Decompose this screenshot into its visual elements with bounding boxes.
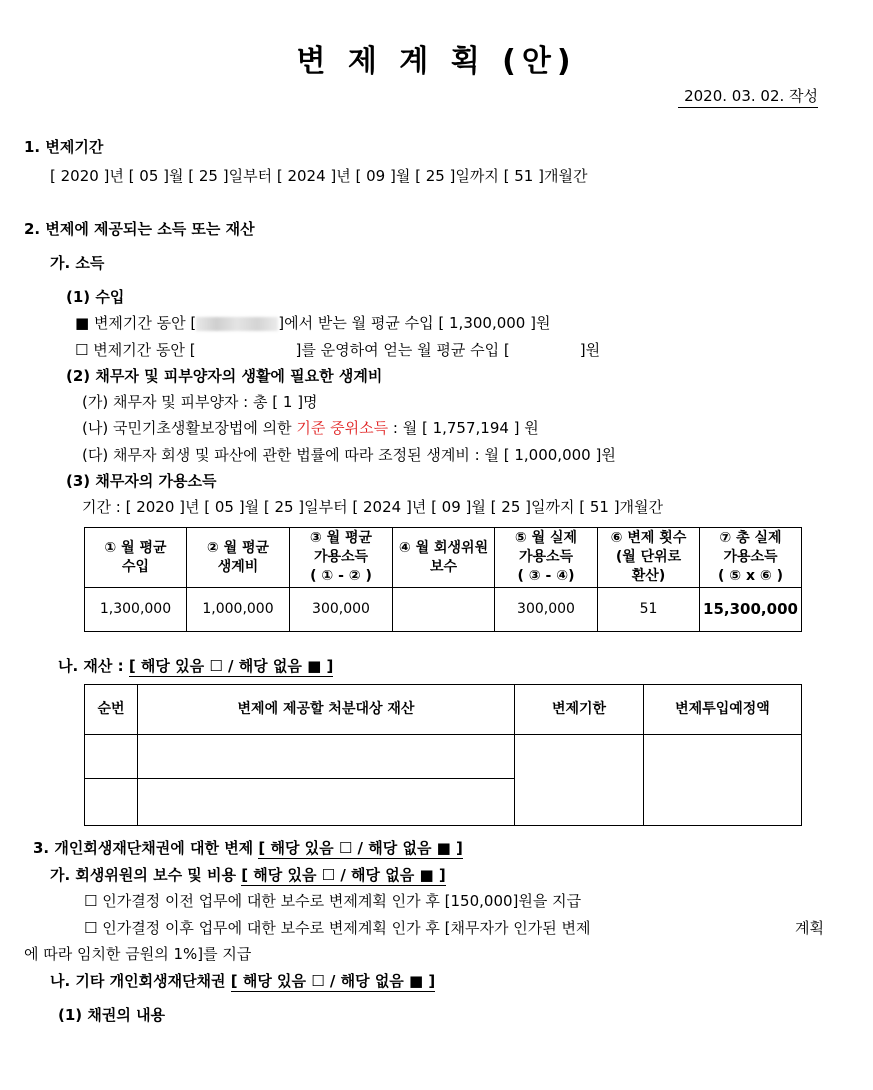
table-row [85,588,802,632]
median-income-term: 기준 중위소득 [296,419,389,437]
empty-cell [85,735,138,779]
empty-cell [644,735,802,826]
header-deadline: 변제기한 [515,685,644,735]
header-monthly-disposable: ③ 월 평균 가용소득 ( ① - ② ) [290,528,393,588]
disposable-income-period: 기간 : [ 2020 ]년 [ 05 ]월 [ 25 ]일부터 [ 2024 ]년 [ 09 ]월 [ 25 ]일까지 [ 51 ]개월간 [82,498,664,516]
section-3-heading [33,837,463,858]
claim-content-heading: (1) 채권의 내용 [58,1006,166,1024]
disposable-income-table [84,527,802,632]
revenue-line-1-pre: ■ 변제기간 동안 [ [75,314,197,332]
header-monthly-income: ① 월 평균 수입 [85,528,187,588]
header-repayment-count: ⑥ 변제 횟수 (월 단위로 환산) [598,528,700,588]
property-line [58,655,333,676]
property-label: 나. 재산 : [58,657,129,675]
property-status: [ 해당 있음 ☐ / 해당 없음 ■ ] [128,657,334,675]
revenue-line-1-post: ]에서 받는 월 평균 수입 [ 1,300,000 ]원 [278,314,551,332]
trustee-fee-title: 가. 회생위원의 보수 및 비용 [50,866,242,884]
trustee-fee-heading [50,864,446,885]
empty-cell [515,735,644,826]
header-monthly-living-cost: ② 월 평균 생계비 [187,528,290,588]
section-3-status: [ 해당 있음 ☐ / 해당 없음 ■ ] [258,839,463,857]
median-income-pre: (나) 국민기초생활보장법에 의한 [82,419,297,437]
income-subheading: 가. 소득 [50,254,105,272]
other-claims-status: [ 해당 있음 ☐ / 해당 없음 ■ ] [230,972,436,990]
repayment-period: [ 2020 ]년 [ 05 ]월 [ 25 ]일부터 [ 2024 ]년 [ 09 ]월 [ 25 ]일까지 [ 51 ]개월간 [50,167,588,185]
revenue-line-1 [75,312,550,333]
empty-cell [138,779,515,826]
cell-repayment-count: 51 [598,588,700,632]
disposable-income-heading: (3) 채무자의 가용소득 [66,472,217,490]
section-2-heading: 2. 변제에 제공되는 소득 또는 재산 [24,220,255,238]
property-header-row [85,685,802,735]
living-cost-heading: (2) 채무자 및 피부양자의 생활에 필요한 생계비 [66,367,383,385]
cell-trustee-fee [393,588,495,632]
trustee-fee-item-1: ☐ 인가결정 이전 업무에 대한 보수로 변제계획 인가 후 [150,000]원을 지급 [84,892,582,910]
cell-monthly-living-cost: 1,000,000 [187,588,290,632]
header-total-disposable: ⑦ 총 실제 가용소득 ( ⑤ x ⑥ ) [700,528,802,588]
cell-monthly-disposable: 300,000 [290,588,393,632]
cell-actual-disposable: 300,000 [495,588,598,632]
revenue-line-2-mid: ]를 운영하여 얻는 월 평균 수입 [ [295,341,510,359]
empty-cell [138,735,515,779]
table-header-row [85,528,802,588]
section-3-title: 3. 개인회생재단채권에 대한 변제 [33,839,259,857]
table-row [85,735,802,779]
empty-cell [85,779,138,826]
header-planned-amount: 변제투입예정액 [644,685,802,735]
revenue-line-2-end: ]원 [579,341,601,359]
document-title: 변 제 계 획 (안) [296,44,577,79]
other-claims-title: 나. 기타 개인회생재단채권 [50,972,231,990]
revenue-line-2-pre: ☐ 변제기간 동안 [ [75,341,196,359]
trustee-fee-status: [ 해당 있음 ☐ / 해당 없음 ■ ] [241,866,446,884]
header-trustee-fee: ④ 월 회생위원 보수 [393,528,495,588]
adjusted-living-cost: (다) 채무자 회생 및 파산에 관한 법률에 따라 조정된 생계비 : 월 [ 1,000,000 ]원 [82,446,616,464]
median-income-line [82,417,539,438]
document-date: 2020. 03. 02. 작성 [678,85,818,108]
header-actual-disposable: ⑤ 월 실제 가용소득 ( ③ - ④) [495,528,598,588]
median-income-post: : 월 [ 1,757,194 ] 원 [388,419,539,437]
cell-total-disposable: 15,300,000 [700,588,802,632]
trustee-fee-item-2-end: 계획 [795,919,824,937]
redacted-employer [196,317,278,331]
trustee-fee-item-2-cont: 에 따라 임치한 금원의 1%]를 지급 [24,945,252,963]
section-1-heading: 1. 변제기간 [24,138,104,156]
header-seq: 순번 [85,685,138,735]
other-claims-heading [50,970,435,991]
trustee-fee-item-2: ☐ 인가결정 이후 업무에 대한 보수로 변제계획 인가 후 [채무자가 인가된 변제 [84,919,591,937]
header-property: 변제에 제공할 처분대상 재산 [138,685,515,735]
revenue-line-2 [75,339,600,360]
cell-monthly-income: 1,300,000 [85,588,187,632]
property-table [84,684,802,826]
revenue-heading: (1) 수입 [66,288,125,306]
dependents-count: (가) 채무자 및 피부양자 : 총 [ 1 ]명 [82,393,318,411]
